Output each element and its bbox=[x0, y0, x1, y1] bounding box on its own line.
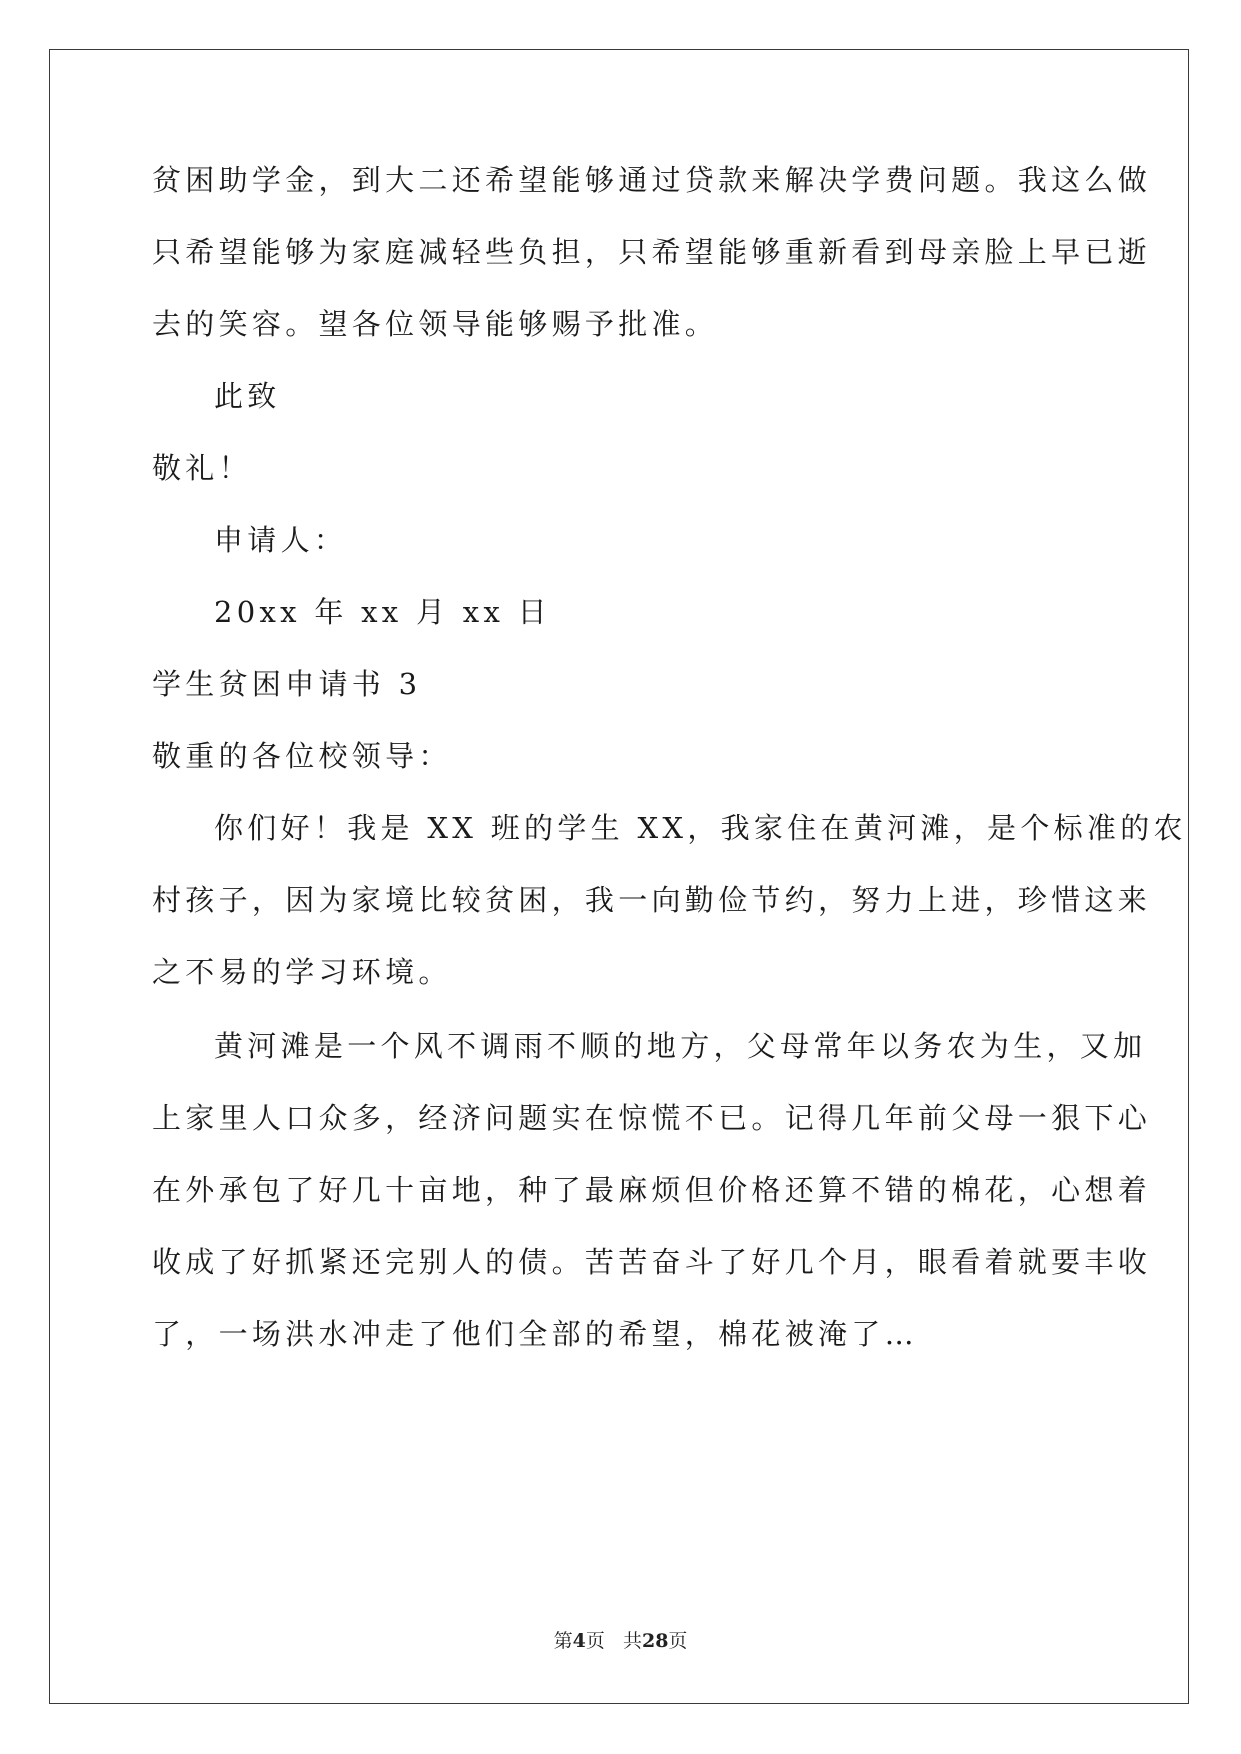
paragraph-line: 了，一场洪水冲走了他们全部的希望，棉花被淹了… bbox=[152, 1317, 918, 1351]
paragraph-line: 贫困助学金，到大二还希望能够通过贷款来解决学费问题。我这么做 bbox=[152, 163, 1152, 197]
closing-respect: 敬礼！ bbox=[152, 451, 252, 485]
date-line: 20xx 年 xx 月 xx 日 bbox=[214, 595, 551, 629]
total-suffix: 页 bbox=[668, 1630, 688, 1652]
greeting: 敬重的各位校领导： bbox=[152, 739, 452, 773]
paragraph-line: 上家里人口众多，经济问题实在惊慌不已。记得几年前父母一狠下心 bbox=[152, 1101, 1152, 1135]
paragraph-line: 只希望能够为家庭减轻些负担，只希望能够重新看到母亲脸上早已逝 bbox=[152, 235, 1152, 269]
paragraph-line: 在外承包了好几十亩地，种了最麻烦但价格还算不错的棉花，心想着 bbox=[152, 1173, 1152, 1207]
applicant-label: 申请人： bbox=[214, 523, 348, 557]
page-border bbox=[49, 49, 1189, 1704]
page-number: 4 bbox=[572, 1630, 586, 1652]
page-prefix: 第 bbox=[553, 1630, 573, 1652]
paragraph-line: 之不易的学习环境。 bbox=[152, 955, 452, 989]
total-pages: 28 bbox=[641, 1630, 669, 1652]
paragraph-line: 收成了好抓紧还完别人的债。苦苦奋斗了好几个月，眼看着就要丰收 bbox=[152, 1245, 1152, 1279]
section-title: 学生贫困申请书 3 bbox=[152, 667, 422, 701]
closing-salutation: 此致 bbox=[214, 379, 281, 413]
paragraph-line: 去的笑容。望各位领导能够赐予批准。 bbox=[152, 307, 719, 341]
paragraph-line: 黄河滩是一个风不调雨不顺的地方，父母常年以务农为生，又加 bbox=[214, 1029, 1147, 1063]
page-footer bbox=[0, 1626, 1241, 1653]
paragraph-line: 村孩子，因为家境比较贫困，我一向勤俭节约，努力上进，珍惜这来 bbox=[152, 883, 1152, 917]
total-prefix: 共 bbox=[622, 1630, 642, 1652]
paragraph-line: 你们好！我是 XX 班的学生 XX，我家住在黄河滩，是个标准的农 bbox=[214, 811, 1187, 845]
page-suffix: 页 bbox=[585, 1630, 605, 1652]
